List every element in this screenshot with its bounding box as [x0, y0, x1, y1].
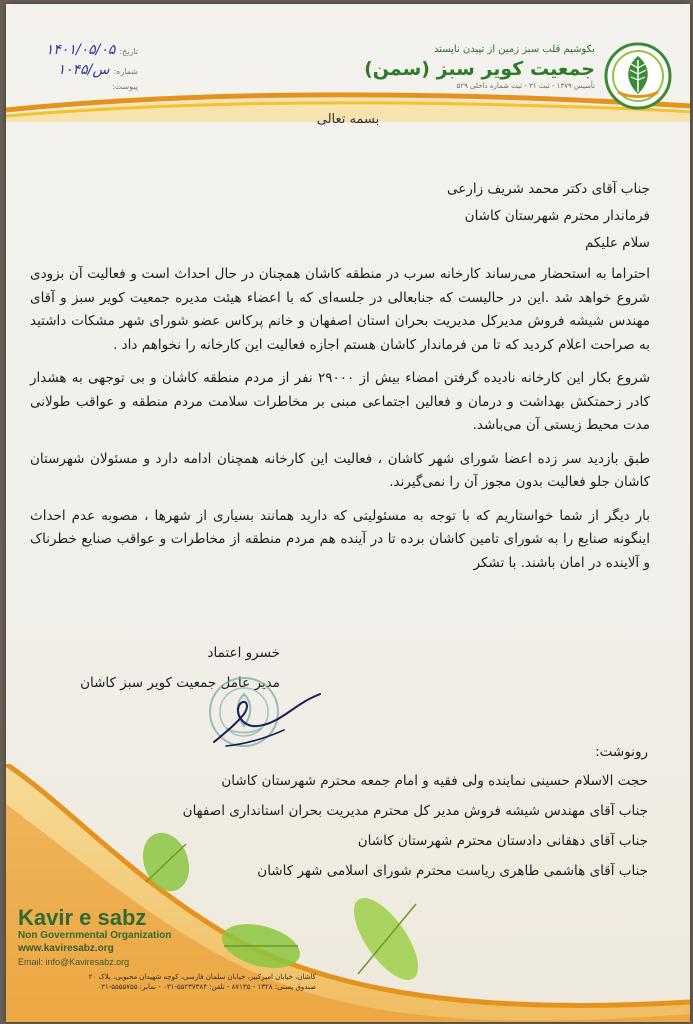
signer-title: مدیر عامل جمعیت کویر سبز کاشان [80, 675, 280, 691]
organization-slogan: بکوشیم قلب سبز زمین از تپیدن نایستد [433, 44, 595, 55]
organization-logo [604, 42, 672, 110]
cc-item: جناب آقای هاشمی طاهری ریاست محترم شورای اسلامی شهر کاشان [257, 863, 648, 879]
date-label: تاریخ: [119, 47, 138, 56]
cc-item: جناب آقای مهندس شیشه فروش مدیر کل محترم مدیریت بحران استانداری اصفهان [182, 803, 648, 819]
basmala-heading: بسمه تعالی [316, 112, 380, 127]
greeting: سلام علیکم [584, 235, 650, 251]
cc-title: رونوشت: [595, 744, 648, 760]
footer-email: Email: info@Kaviresabz.org [18, 957, 130, 967]
paragraph: احتراما به استحضار می‌رساند کارخانه سرب در منطقه کاشان همچنان در حال احداث است و فعالیت آن بزودی شروع خواهد شد .این در حالیست که جنابعالی در جلسه‌ای که با اعضاء هیئت مدیره جمعیت کویر سبز و آقای مهندس شیشه فروش مدیرکل مدیریت بحران استان اصفهان و خانم پرکاس عضو شورای شهر مشکات داشتید به صراحت اعلام کردید که تا من فرماندار کاشان هستم اجازه فعالیت این کارخانه را نخواهم داد . [30, 266, 650, 353]
letter-page [6, 4, 690, 1022]
paragraph: بار دیگر از شما خواستاریم که با توجه به مسئولیتی که دارید همانند بسیاری از شهرها ، مصوبه عدم احداث اینگونه صنایع را به شورای تامین کاشان برده تا در آینده هم مردم منطقه از مخاطرات و عواقب صنایع خطرناک و آلاینده در امان باشند. با تشکر [30, 507, 650, 571]
paragraph: شروع بکار این کارخانه نادیده گرفتن امضاء بیش از ۲۹۰۰۰ نفر از مردم منطقه کاشان و بی توجهی به هشدار کادر زحمتکش بهداشت و درمان و فعالین اجتماعی مبنی بر مخاطرات سلامت مردم منطقه و عواقب طولانی مدت محیط زیستی آن می‌باشد. [30, 370, 651, 433]
cc-item: حجت الاسلام حسینی نماینده ولی فقیه و امام جمعه محترم شهرستان کاشان [221, 773, 648, 789]
reference-block [28, 42, 138, 102]
signer-name: خسرو اعتماد [207, 645, 280, 661]
footer-subtitle: Non Governmental Organization [18, 930, 172, 941]
number-label: شماره: [113, 67, 138, 76]
footer-brand-name: Kavir e sabz [18, 905, 147, 930]
footer-brand [18, 906, 171, 968]
attachment-line [28, 82, 138, 102]
recipient-name: جناب آقای دکتر محمد شریف زارعی [447, 181, 650, 197]
cc-section [183, 744, 648, 886]
organization-name: جمعیت کویر سبز (سمن) [364, 58, 595, 80]
footer-website: www.kaviresabz.org [18, 943, 114, 954]
number-value: س/۱۰۴۵ [57, 62, 110, 78]
address-line: کاشان، خیابان امیرکبیر، خیابان سلمان فارسی، کوچه شهیدان محبوبی، پلاک ۲۰ [88, 973, 316, 981]
date-line [28, 42, 138, 62]
organization-registration: تأسیس ۱۳۷۹ - ثبت ۳۱ - ثبت شماره داخلی ۵۲۹ [456, 82, 595, 90]
number-line [28, 62, 138, 82]
paragraph: طبق بازدید سر زده اعضا شورای شهر کاشان ، فعالیت این کارخانه همچنان ادامه دارد و مسئولان شهرستان کاشان جلو فعالیت بدون مجوز آن را نمی‌گیرند. [30, 450, 650, 490]
attachment-label: پیوست: [111, 82, 138, 91]
cc-item: جناب آقای دهقانی دادستان محترم شهرستان کاشان [357, 833, 648, 849]
letter-body [30, 176, 650, 575]
footer-address [16, 972, 316, 992]
address-line: صندوق پستی: ۱۳۲۸ - ۸۷۱۳۵ - تلفن: ۵۵۲۳۷۳۸۴-۰۳۱ - نمابر: ۵۵۵۵۷۵۵-۰۳۱ [97, 983, 316, 991]
recipient-title: فرماندار محترم شهرستان کاشان [464, 208, 650, 224]
date-value: ۱۴۰۱/۰۵/۰۵ [45, 42, 116, 58]
